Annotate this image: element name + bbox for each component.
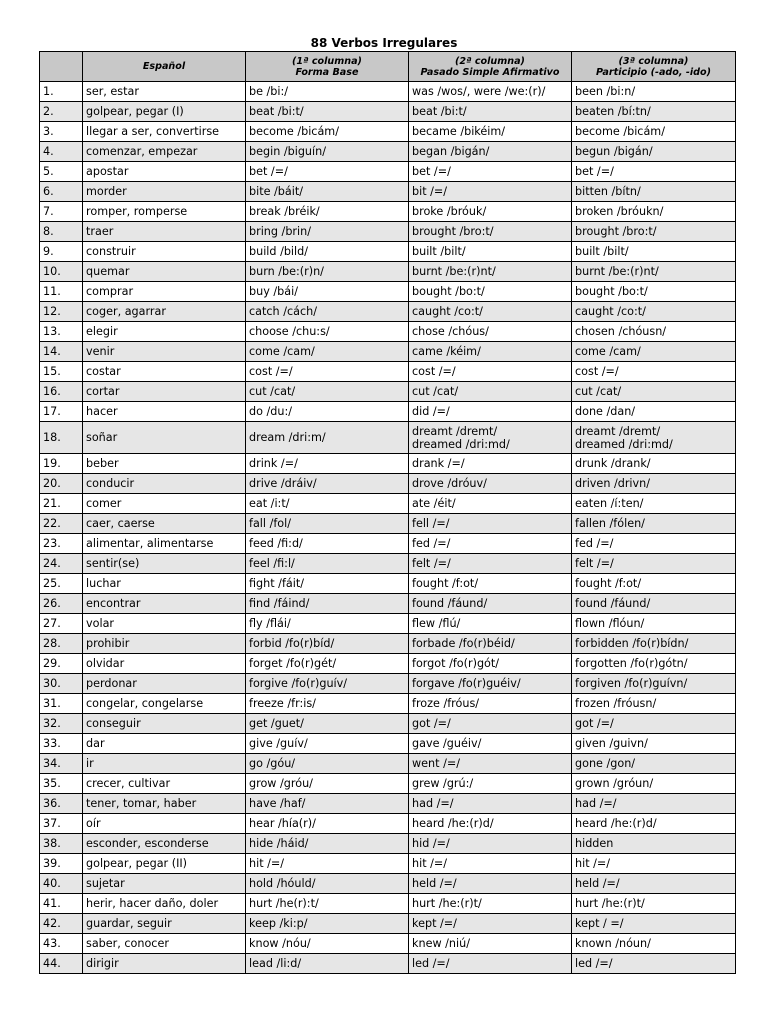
table-row (40, 322, 736, 342)
spanish-cell: soñar (83, 422, 246, 454)
spanish-cell: llegar a ser, convertirse (83, 122, 246, 142)
past-simple-cell: drove /dróuv/ (409, 474, 572, 494)
row-number: 25. (40, 574, 83, 594)
participle-cell: held /=/ (572, 874, 736, 894)
row-number: 18. (40, 422, 83, 454)
spanish-cell: olvidar (83, 654, 246, 674)
table-row (40, 422, 736, 454)
spanish-cell: esconder, esconderse (83, 834, 246, 854)
table-row (40, 674, 736, 694)
table-row (40, 182, 736, 202)
base-form-cell: hear /hía(r)/ (246, 814, 409, 834)
row-number: 9. (40, 242, 83, 262)
table-row (40, 954, 736, 974)
participle-cell: driven /drivn/ (572, 474, 736, 494)
table-row (40, 282, 736, 302)
past-simple-cell: knew /niú/ (409, 934, 572, 954)
past-simple-cell: heard /he:(r)d/ (409, 814, 572, 834)
past-simple-cell: kept /=/ (409, 914, 572, 934)
table-row (40, 342, 736, 362)
table-row (40, 774, 736, 794)
row-number: 12. (40, 302, 83, 322)
past-simple-cell: beat /bi:t/ (409, 102, 572, 122)
base-form-cell: cost /=/ (246, 362, 409, 382)
base-form-cell: lead /li:d/ (246, 954, 409, 974)
base-form-cell: go /góu/ (246, 754, 409, 774)
participle-cell: heard /he:(r)d/ (572, 814, 736, 834)
past-simple-cell: flew /flú/ (409, 614, 572, 634)
participle-cell: been /bi:n/ (572, 82, 736, 102)
base-form-cell: begin /biguín/ (246, 142, 409, 162)
table-row (40, 694, 736, 714)
spanish-cell: guardar, seguir (83, 914, 246, 934)
participle-cell: felt /=/ (572, 554, 736, 574)
spanish-cell: saber, conocer (83, 934, 246, 954)
spanish-cell: oír (83, 814, 246, 834)
base-form-cell: give /guív/ (246, 734, 409, 754)
row-number: 30. (40, 674, 83, 694)
participle-cell: bet /=/ (572, 162, 736, 182)
past-simple-cell: dreamt /dremt/ dreamed /dri:md/ (409, 422, 572, 454)
table-row (40, 614, 736, 634)
table-row (40, 102, 736, 122)
participle-cell: hurt /he:(r)t/ (572, 894, 736, 914)
spanish-cell: comer (83, 494, 246, 514)
table-row (40, 242, 736, 262)
participle-cell: burnt /be:(r)nt/ (572, 262, 736, 282)
base-form-cell: feed /fi:d/ (246, 534, 409, 554)
participle-cell: cost /=/ (572, 362, 736, 382)
participle-cell: known /nóun/ (572, 934, 736, 954)
participle-cell: hidden (572, 834, 736, 854)
row-number: 32. (40, 714, 83, 734)
table-row (40, 302, 736, 322)
participle-cell: come /cam/ (572, 342, 736, 362)
table-header-row (40, 52, 736, 82)
spanish-cell: alimentar, alimentarse (83, 534, 246, 554)
participle-cell: begun /bigán/ (572, 142, 736, 162)
table-row (40, 814, 736, 834)
header-past-line2: Pasado Simple Afirmativo (420, 66, 560, 78)
past-simple-cell: hit /=/ (409, 854, 572, 874)
table-row (40, 494, 736, 514)
past-simple-cell: hid /=/ (409, 834, 572, 854)
row-number: 8. (40, 222, 83, 242)
base-form-cell: hide /háid/ (246, 834, 409, 854)
past-simple-cell: was /wos/, were /we:(r)/ (409, 82, 572, 102)
past-simple-cell: forbade /fo(r)béid/ (409, 634, 572, 654)
past-simple-cell: gave /guéiv/ (409, 734, 572, 754)
spanish-cell: perdonar (83, 674, 246, 694)
past-simple-cell: began /bigán/ (409, 142, 572, 162)
base-form-cell: hit /=/ (246, 854, 409, 874)
base-form-cell: forgive /fo(r)guív/ (246, 674, 409, 694)
spanish-cell: dirigir (83, 954, 246, 974)
past-simple-cell: went /=/ (409, 754, 572, 774)
base-form-cell: hold /hóuld/ (246, 874, 409, 894)
base-form-cell: come /cam/ (246, 342, 409, 362)
participle-cell: led /=/ (572, 954, 736, 974)
participle-cell: caught /co:t/ (572, 302, 736, 322)
past-simple-cell: built /bilt/ (409, 242, 572, 262)
spanish-cell: conducir (83, 474, 246, 494)
spanish-cell: comenzar, empezar (83, 142, 246, 162)
past-simple-cell: came /kéim/ (409, 342, 572, 362)
table-row (40, 714, 736, 734)
row-number: 23. (40, 534, 83, 554)
base-form-cell: feel /fi:l/ (246, 554, 409, 574)
row-number: 11. (40, 282, 83, 302)
table-row (40, 474, 736, 494)
participle-cell: broken /bróukn/ (572, 202, 736, 222)
base-form-cell: beat /bi:t/ (246, 102, 409, 122)
spanish-cell: caer, caerse (83, 514, 246, 534)
participle-cell: brought /bro:t/ (572, 222, 736, 242)
spanish-cell: golpear, pegar (II) (83, 854, 246, 874)
table-body (40, 82, 736, 974)
participle-cell: frozen /fróusn/ (572, 694, 736, 714)
base-form-cell: forbid /fo(r)bíd/ (246, 634, 409, 654)
spanish-cell: cortar (83, 382, 246, 402)
table-row (40, 202, 736, 222)
past-simple-cell: bought /bo:t/ (409, 282, 572, 302)
participle-cell: become /bicám/ (572, 122, 736, 142)
base-form-cell: keep /ki:p/ (246, 914, 409, 934)
past-simple-cell: cost /=/ (409, 362, 572, 382)
past-simple-cell: held /=/ (409, 874, 572, 894)
participle-cell: forbidden /fo(r)bídn/ (572, 634, 736, 654)
table-row (40, 594, 736, 614)
past-simple-cell: grew /grú:/ (409, 774, 572, 794)
row-number: 22. (40, 514, 83, 534)
base-form-cell: find /fáind/ (246, 594, 409, 614)
past-simple-cell: ate /éit/ (409, 494, 572, 514)
spanish-cell: dar (83, 734, 246, 754)
participle-cell: dreamt /dremt/ dreamed /dri:md/ (572, 422, 736, 454)
spanish-cell: romper, romperse (83, 202, 246, 222)
table-row (40, 382, 736, 402)
table-row (40, 82, 736, 102)
header-base-form (246, 52, 409, 82)
spanish-cell: ir (83, 754, 246, 774)
row-number: 27. (40, 614, 83, 634)
past-simple-cell: had /=/ (409, 794, 572, 814)
base-form-cell: fall /fol/ (246, 514, 409, 534)
row-number: 38. (40, 834, 83, 854)
row-number: 17. (40, 402, 83, 422)
participle-cell: had /=/ (572, 794, 736, 814)
past-simple-cell: led /=/ (409, 954, 572, 974)
row-number: 44. (40, 954, 83, 974)
spanish-cell: morder (83, 182, 246, 202)
header-base-line2: Forma Base (295, 66, 359, 78)
past-simple-cell: brought /bro:t/ (409, 222, 572, 242)
table-row (40, 734, 736, 754)
base-form-cell: dream /dri:m/ (246, 422, 409, 454)
row-number: 13. (40, 322, 83, 342)
verbs-table (39, 51, 736, 974)
past-simple-cell: bit /=/ (409, 182, 572, 202)
row-number: 5. (40, 162, 83, 182)
spanish-cell: tener, tomar, haber (83, 794, 246, 814)
participle-cell: flown /flóun/ (572, 614, 736, 634)
participle-cell: forgiven /fo(r)guívn/ (572, 674, 736, 694)
base-form-cell: get /guet/ (246, 714, 409, 734)
header-past-line1: (2ª columna) (455, 55, 525, 67)
spanish-cell: elegir (83, 322, 246, 342)
participle-cell: fed /=/ (572, 534, 736, 554)
participle-cell: gone /gon/ (572, 754, 736, 774)
base-form-cell: become /bicám/ (246, 122, 409, 142)
base-form-cell: fight /fáit/ (246, 574, 409, 594)
row-number: 29. (40, 654, 83, 674)
spanish-cell: beber (83, 454, 246, 474)
row-number: 2. (40, 102, 83, 122)
header-part-line1: (3ª columna) (618, 55, 689, 67)
table-row (40, 654, 736, 674)
participle-cell: cut /cat/ (572, 382, 736, 402)
row-number: 42. (40, 914, 83, 934)
past-simple-cell: got /=/ (409, 714, 572, 734)
row-number: 10. (40, 262, 83, 282)
table-row (40, 894, 736, 914)
row-number: 15. (40, 362, 83, 382)
base-form-cell: forget /fo(r)gét/ (246, 654, 409, 674)
row-number: 26. (40, 594, 83, 614)
participle-cell: drunk /drank/ (572, 454, 736, 474)
spanish-cell: sujetar (83, 874, 246, 894)
base-form-cell: hurt /he(r):t/ (246, 894, 409, 914)
participle-cell: fallen /fólen/ (572, 514, 736, 534)
spanish-cell: quemar (83, 262, 246, 282)
participle-cell: forgotten /fo(r)gótn/ (572, 654, 736, 674)
base-form-cell: drink /=/ (246, 454, 409, 474)
table-row (40, 362, 736, 382)
row-number: 31. (40, 694, 83, 714)
header-participle (572, 52, 736, 82)
participle-cell: chosen /chóusn/ (572, 322, 736, 342)
base-form-cell: build /bild/ (246, 242, 409, 262)
row-number: 43. (40, 934, 83, 954)
base-form-cell: fly /flái/ (246, 614, 409, 634)
table-row (40, 402, 736, 422)
spanish-cell: encontrar (83, 594, 246, 614)
table-row (40, 874, 736, 894)
header-part-line2: Participio (-ado, -ido) (596, 66, 711, 78)
participle-cell: got /=/ (572, 714, 736, 734)
participle-cell: grown /gróun/ (572, 774, 736, 794)
participle-cell: hit /=/ (572, 854, 736, 874)
participle-cell: kept / =/ (572, 914, 736, 934)
row-number: 28. (40, 634, 83, 654)
spanish-cell: costar (83, 362, 246, 382)
row-number: 33. (40, 734, 83, 754)
past-simple-cell: cut /cat/ (409, 382, 572, 402)
spanish-cell: apostar (83, 162, 246, 182)
spanish-cell: conseguir (83, 714, 246, 734)
spanish-cell: ser, estar (83, 82, 246, 102)
spanish-cell: herir, hacer daño, doler (83, 894, 246, 914)
row-number: 36. (40, 794, 83, 814)
row-number: 20. (40, 474, 83, 494)
table-row (40, 934, 736, 954)
participle-cell: bought /bo:t/ (572, 282, 736, 302)
past-simple-cell: fed /=/ (409, 534, 572, 554)
row-number: 35. (40, 774, 83, 794)
participle-cell: bitten /bítn/ (572, 182, 736, 202)
past-simple-cell: forgave /fo(r)guéiv/ (409, 674, 572, 694)
table-row (40, 162, 736, 182)
row-number: 16. (40, 382, 83, 402)
row-number: 6. (40, 182, 83, 202)
participle-cell: found /fáund/ (572, 594, 736, 614)
base-form-cell: freeze /fr:is/ (246, 694, 409, 714)
past-simple-cell: broke /bróuk/ (409, 202, 572, 222)
row-number: 24. (40, 554, 83, 574)
spanish-cell: luchar (83, 574, 246, 594)
row-number: 7. (40, 202, 83, 222)
base-form-cell: eat /i:t/ (246, 494, 409, 514)
table-row (40, 142, 736, 162)
base-form-cell: be /bi:/ (246, 82, 409, 102)
base-form-cell: buy /bái/ (246, 282, 409, 302)
past-simple-cell: became /bikéim/ (409, 122, 572, 142)
spanish-cell: coger, agarrar (83, 302, 246, 322)
base-form-cell: choose /chu:s/ (246, 322, 409, 342)
past-simple-cell: bet /=/ (409, 162, 572, 182)
spanish-cell: golpear, pegar (I) (83, 102, 246, 122)
table-row (40, 834, 736, 854)
row-number: 34. (40, 754, 83, 774)
past-simple-cell: fell /=/ (409, 514, 572, 534)
row-number: 39. (40, 854, 83, 874)
base-form-cell: bring /brin/ (246, 222, 409, 242)
past-simple-cell: felt /=/ (409, 554, 572, 574)
table-row (40, 122, 736, 142)
spanish-cell: crecer, cultivar (83, 774, 246, 794)
table-row (40, 634, 736, 654)
past-simple-cell: froze /fróus/ (409, 694, 572, 714)
participle-cell: given /guivn/ (572, 734, 736, 754)
table-row (40, 534, 736, 554)
past-simple-cell: fought /f:ot/ (409, 574, 572, 594)
base-form-cell: break /bréik/ (246, 202, 409, 222)
participle-cell: fought /f:ot/ (572, 574, 736, 594)
table-row (40, 854, 736, 874)
base-form-cell: burn /be:(r)n/ (246, 262, 409, 282)
table-row (40, 754, 736, 774)
row-number: 4. (40, 142, 83, 162)
table-row (40, 914, 736, 934)
spanish-cell: construir (83, 242, 246, 262)
table-row (40, 574, 736, 594)
participle-cell: beaten /bí:tn/ (572, 102, 736, 122)
table-row (40, 794, 736, 814)
past-simple-cell: caught /co:t/ (409, 302, 572, 322)
base-form-cell: drive /dráiv/ (246, 474, 409, 494)
past-simple-cell: did /=/ (409, 402, 572, 422)
base-form-cell: bet /=/ (246, 162, 409, 182)
past-simple-cell: hurt /he:(r)t/ (409, 894, 572, 914)
spanish-cell: traer (83, 222, 246, 242)
spanish-cell: hacer (83, 402, 246, 422)
past-simple-cell: burnt /be:(r)nt/ (409, 262, 572, 282)
spanish-cell: congelar, congelarse (83, 694, 246, 714)
base-form-cell: grow /gróu/ (246, 774, 409, 794)
table-row (40, 262, 736, 282)
row-number: 19. (40, 454, 83, 474)
participle-cell: built /bilt/ (572, 242, 736, 262)
page-title: 88 Verbos Irregulares (310, 36, 458, 50)
past-simple-cell: drank /=/ (409, 454, 572, 474)
participle-cell: eaten /í:ten/ (572, 494, 736, 514)
base-form-cell: catch /cách/ (246, 302, 409, 322)
table-row (40, 554, 736, 574)
row-number: 40. (40, 874, 83, 894)
header-past-simple (409, 52, 572, 82)
spanish-cell: prohibir (83, 634, 246, 654)
row-number: 14. (40, 342, 83, 362)
row-number: 1. (40, 82, 83, 102)
row-number: 37. (40, 814, 83, 834)
row-number: 3. (40, 122, 83, 142)
spanish-cell: sentir(se) (83, 554, 246, 574)
participle-cell: done /dan/ (572, 402, 736, 422)
table-row (40, 222, 736, 242)
row-number: 41. (40, 894, 83, 914)
spanish-cell: volar (83, 614, 246, 634)
table-row (40, 454, 736, 474)
past-simple-cell: chose /chóus/ (409, 322, 572, 342)
header-spanish: Español (83, 52, 246, 82)
spanish-cell: comprar (83, 282, 246, 302)
base-form-cell: do /du:/ (246, 402, 409, 422)
header-base-line1: (1ª columna) (292, 55, 362, 67)
base-form-cell: know /nóu/ (246, 934, 409, 954)
row-number: 21. (40, 494, 83, 514)
base-form-cell: bite /báit/ (246, 182, 409, 202)
spanish-cell: venir (83, 342, 246, 362)
header-number (40, 52, 83, 82)
base-form-cell: have /haf/ (246, 794, 409, 814)
past-simple-cell: forgot /fo(r)gót/ (409, 654, 572, 674)
past-simple-cell: found /fáund/ (409, 594, 572, 614)
table-row (40, 514, 736, 534)
base-form-cell: cut /cat/ (246, 382, 409, 402)
